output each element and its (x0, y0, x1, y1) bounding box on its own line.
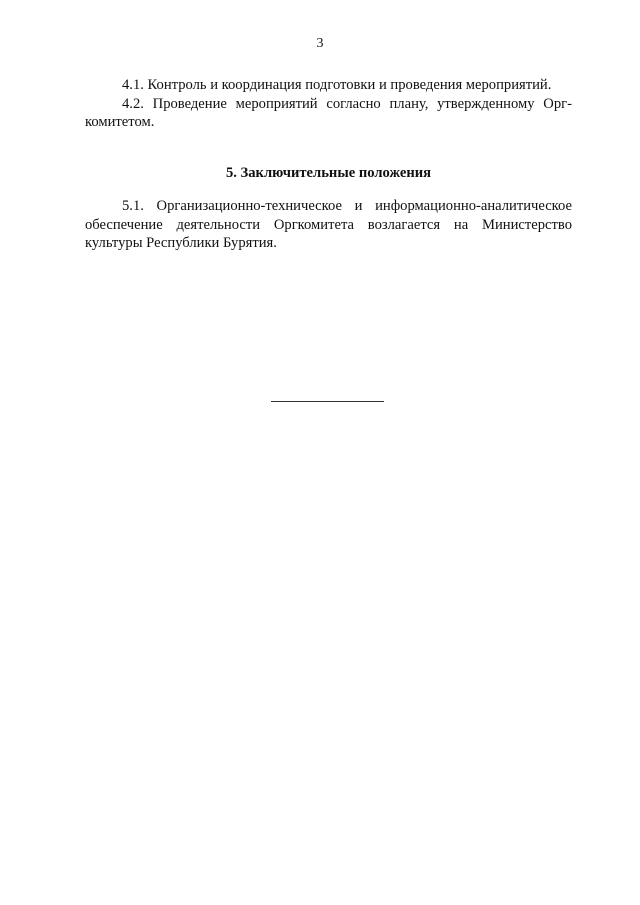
page-number: 3 (316, 36, 324, 51)
section-5-heading: 5. Заключительные положения (225, 165, 432, 181)
paragraph-5-1: 5.1. Организационно-техническое и информационно-аналитическое обеспечение деятельности Оргкомитета возлагается на Министерство культуры Республики Бурятия. (85, 198, 572, 251)
paragraph-4-2: 4.2. Проведение мероприятий согласно плану, утвержденному Орг-комитетом. (85, 95, 572, 130)
section-5-text (85, 197, 572, 253)
section-4-text (85, 76, 572, 132)
end-of-document-divider (271, 401, 384, 402)
paragraph-4-1: 4.1. Контроль и координация подготовки и проведения мероприятий. (122, 77, 552, 93)
